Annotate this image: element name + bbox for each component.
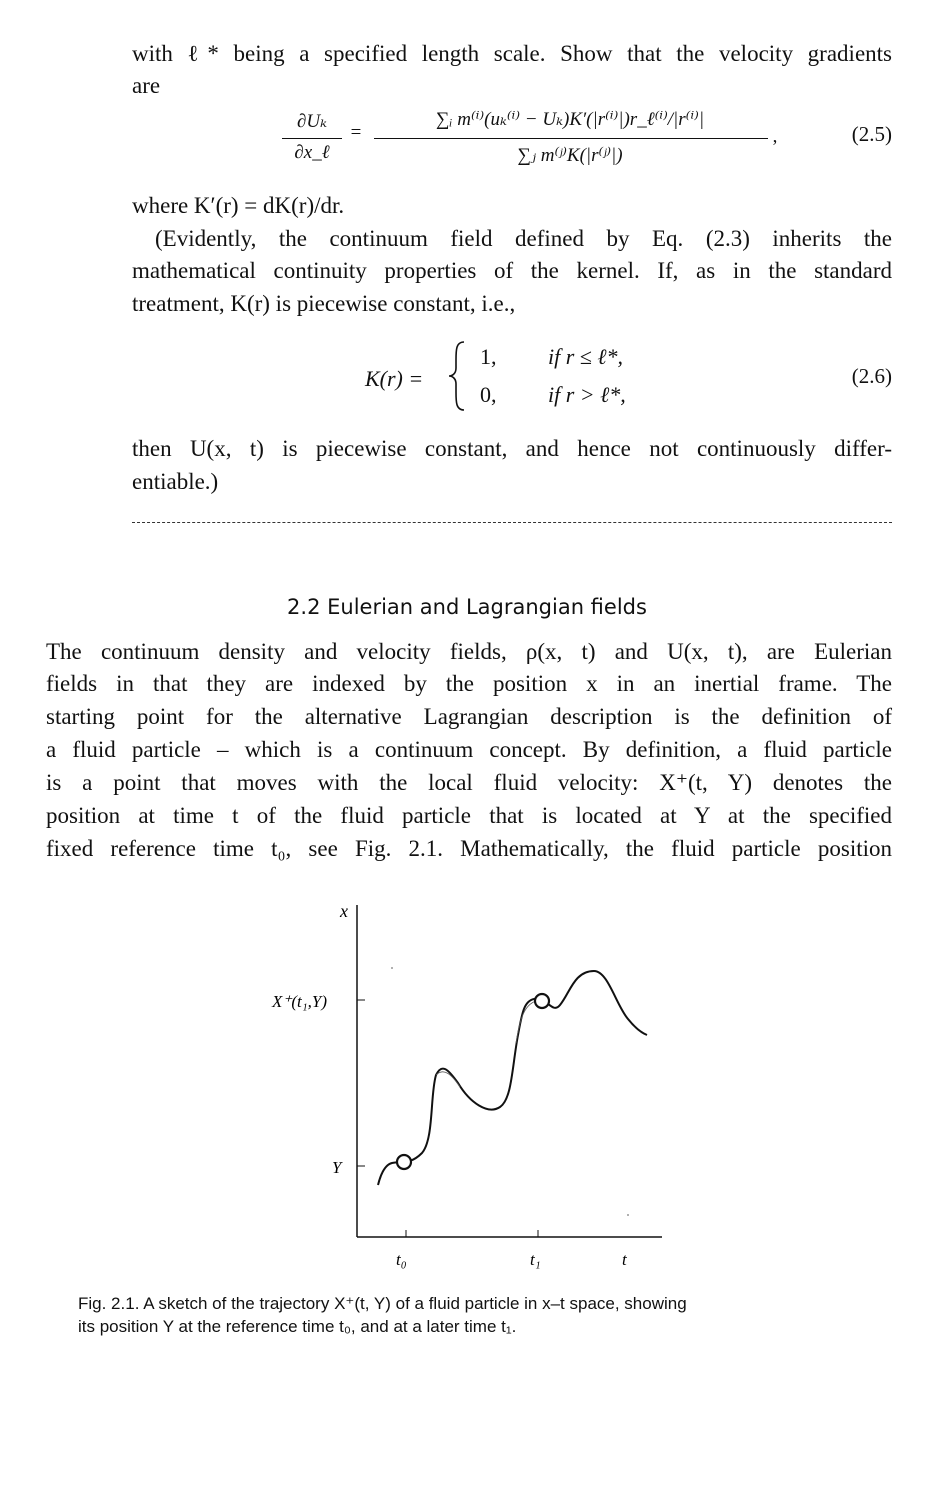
para-line-2: fields in that they are indexed by the position x in an inertial frame. The [46,671,892,696]
particle-at-t0 [397,1155,411,1169]
caption-line-1: Fig. 2.1. A sketch of the trajectory X⁺(t, Y) of a fluid particle in x–t space, showing [78,1294,687,1313]
para-line-6: position at time t of the fluid particle that is located at Y at the specified [46,803,892,828]
eq26-case1-condition: if r ≤ ℓ*, [548,344,624,369]
eq25-rhs-denominator: ∑ⱼ m⁽ʲ⁾K(|r⁽ʲ⁾|) [517,145,623,166]
tick-label-t0: t₀ [396,1250,407,1269]
evident-line-3: treatment, K(r) is piecewise constant, i.e., [132,291,516,316]
exercise-end-rule [132,522,892,523]
eq25-rhs-numerator: ∑ᵢ m⁽ⁱ⁾(uₖ⁽ⁱ⁾ − Uₖ)K′(|r⁽ⁱ⁾|)r_ℓ⁽ⁱ⁾/|r⁽ⁱ⁾| [435,109,705,130]
eq25-lhs-denominator: ∂x_ℓ [294,142,330,163]
tick-label-X-plus: X⁺(t₁,Y) [272,992,328,1011]
evident-line-2: mathematical continuity properties of the kernel. If, as in the standard [132,258,892,283]
intro-line-1: with ℓ* being a specified length scale. Show that the velocity gradients [132,41,892,66]
para-line-5: is a point that moves with the local fluid velocity: X⁺(t, Y) denotes the [46,770,892,795]
caption-line-2: its position Y at the reference time t₀, and at a later time t₁. [78,1317,517,1336]
eq26-brace [448,340,468,412]
x-axis-label: t [622,1250,627,1269]
para-line-7: fixed reference time t₀, see Fig. 2.1. Mathematically, the fluid particle position [46,836,892,861]
then-line-1: then U(x, t) is piecewise constant, and hence not continuously differ- [132,436,892,461]
intro-line-2: are [132,73,161,98]
eq26-case1-value: 1, [480,344,497,369]
particle-at-t1 [535,994,549,1008]
section-title: 2.2 Eulerian and Lagrangian fields [287,595,647,619]
eq26-number: (2.6) [851,364,892,388]
tick-label-t1: t₁ [530,1250,541,1269]
figure-caption [78,1292,868,1338]
para-line-3: starting point for the alternative Lagrangian description is the definition of [46,704,892,729]
eq26-lhs: K(r) = [365,366,424,391]
evident-line-1: (Evidently, the continuum field defined by Eq. (2.3) inherits the [155,226,892,251]
then-line-2: entiable.) [132,469,219,494]
para-line-4: a fluid particle – which is a continuum concept. By definition, a fluid particle [46,737,892,762]
eq26-case2-value: 0, [480,382,497,407]
y-axis-label: x [340,901,348,921]
para-line-1: The continuum density and velocity fields, ρ(x, t) and U(x, t), are Eulerian [46,639,892,664]
tick-label-Y: Y [332,1158,342,1177]
where-line: where K′(r) = dK(r)/dr. [132,193,345,218]
eq25-lhs-numerator: ∂Uₖ [296,111,328,132]
eq26-case2-condition: if r > ℓ*, [548,382,626,407]
particle-trajectory [378,971,647,1185]
figure-2-1 [0,895,934,1275]
eq25-number: (2.5) [851,122,892,146]
